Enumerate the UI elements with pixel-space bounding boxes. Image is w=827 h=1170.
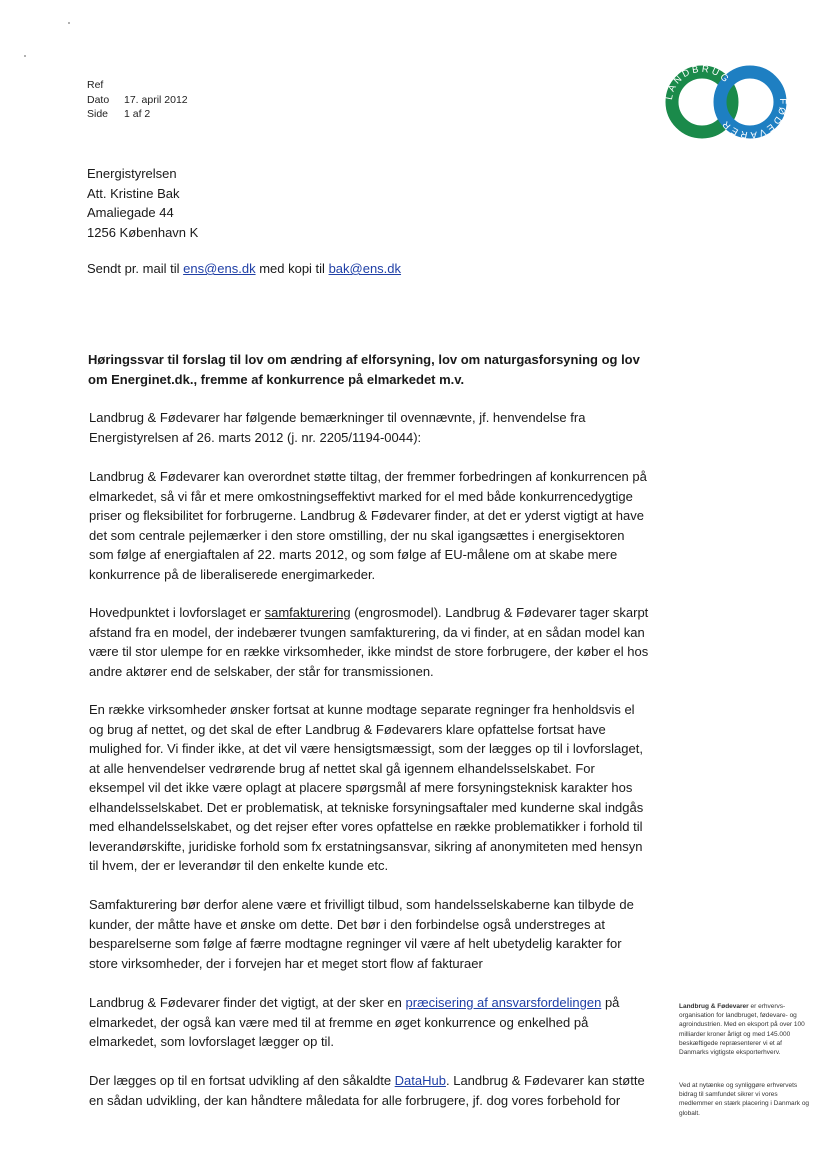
paragraph-text: (engrosmodel). Landbrug & Fødevarer tager skarpt afstand fra en model, der indebærer tvungen samfakturering, da vi finder, at en sådan model kan være til stor ulempe for en række virksomheder, ikke mindst de store forbrugere, der køber el hos andre aktører end de selskaber, der står for transmissionen.	[89, 605, 649, 679]
body-paragraph: Landbrug & Fødevarer kan overordnet støtte tiltag, der fremmer forbedringen af konkurrencen på elmarkedet, så vi får et mere omkostningseffektivt marked for el med både konkurrencedygtige priser og fleksibilitet for forbrugerne. Landbrug & Fødevarer finder, at det er yderst vigtigt at have det som centrale pejlemærker i den store omstilling, der nu skal igangsættes i energisektoren som følge af energiaftalen af 22. marts 2012, og som følge af EU-målene om at skabe mere konkurrence på de liberaliserede energimarkeder.	[89, 469, 647, 582]
underlined-term: DataHub	[394, 1073, 446, 1088]
paragraph-text: på elmarkedet, der også kan være med til at fremme en øget konkurrence og enkelhed på elmarkedet, som lovforslaget lægger op til.	[89, 995, 620, 1049]
sent-prefix: Sendt pr. mail til	[87, 261, 184, 276]
sent-by-mail-line	[87, 261, 401, 276]
body-paragraph: Samfakturering bør derfor alene være et frivilligt tilbud, som handelsselskaberne kan tilbyde de kunder, der måtte have et ønske om dette. Det bør i den forbindelse også understreges at besparelserne som følge af færre modtagne regninger vil være af helt ubetydelig karakter for store virksomheder, der i forvejen har et meget stort flow af fakturaer	[89, 897, 634, 971]
paragraph-text: Der lægges op til en fortsat udvikling af den såkaldte	[89, 1073, 395, 1088]
email-link-ens[interactable]: ens@ens.dk	[183, 261, 256, 276]
body-paragraph	[89, 603, 651, 681]
scan-speck	[68, 22, 70, 24]
scan-speck	[24, 55, 26, 57]
sidebar-text: er erhvervs-organisation for landbruget, fødevare- og agroindustrien. Med en eksport på over 100 milliarder kroner årligt og med 145.000 beskæftigede repræsenterer vi et af Danmarks vigtigste eksporterhverv.	[679, 1003, 805, 1057]
underlined-term: præcisering af ansvarsfordelingen	[405, 995, 602, 1010]
reference-block	[87, 78, 188, 122]
body-paragraph: Landbrug & Fødevarer har følgende bemærkninger til ovennævnte, jf. henvendelse fra Energistyrelsen af 26. marts 2012 (j. nr. 2205/1194-0044):	[89, 410, 586, 445]
address-line: 1256 København K	[87, 224, 199, 240]
page-label: Side	[87, 108, 109, 120]
address-line: Att. Kristine Bak	[87, 185, 180, 201]
body-paragraph: En række virksomheder ønsker fortsat at kunne modtage separate regninger fra henholdsvis el og brug af nettet, og det skal de efter Landbrug & Fødevarers klare opfattelse fortsat have mulighed for. Vi finder ikke, at det vil være hensigtsmæssigt, som der lægges op til i lovforslaget, at alle henvendelser vedrørende brug af nettet skal gå igennem elhandelsselskabet. For eksempel vil det ikke være oplagt at placere spørgsmål af mere forsyningsteknisk karakter hos elhandelsselskabet. Det er problematisk, at tekniske forsyningsaftaler med kunderne skal indgås med elhandelsselskabet, og det rejser efter vores opfattelse en række problematikker i forhold til leverandørskifte, juridiske forhold som fx erstatningsansvar, sikring af anonymiteten med hensyn til hvem, der er leverandør til den enkelte kunde etc.	[89, 702, 644, 873]
sidebar-org-name: Landbrug & Fødevarer	[679, 1003, 749, 1010]
underlined-term: samfakturering	[264, 605, 351, 620]
logo-left-text: LANDBRUG	[664, 64, 733, 101]
page-value: 1 af 2	[124, 108, 151, 120]
sidebar-organisation-text	[679, 1002, 813, 1057]
paragraph-text: Landbrug & Fødevarer finder det vigtigt, at der sker en	[89, 995, 406, 1010]
letter-subject: Høringssvar til forslag til lov om ændring af elforsyning, lov om naturgasforsyning og lov om Energinet.dk., fremme af konkurrence på elmarkedet m.v.	[88, 352, 640, 387]
email-link-bak[interactable]: bak@ens.dk	[328, 261, 402, 276]
recipient-address	[87, 164, 198, 242]
logo-right-text: FØDEVARER	[718, 98, 788, 140]
date-label: Dato	[87, 93, 110, 106]
body-paragraph	[89, 1071, 651, 1110]
ref-label: Ref	[87, 79, 104, 91]
paragraph-text: Hovedpunktet i lovforslaget er	[89, 605, 265, 620]
address-line: Amaliegade 44	[87, 205, 174, 220]
body-paragraph	[89, 993, 651, 1052]
sidebar-mission-text: Ved at nytænke og synliggøre erhvervets bidrag til samfundet sikrer vi vores medlemmer en stærk placering i Danmark og globalt.	[679, 1082, 810, 1117]
date-value: 17. april 2012	[124, 93, 188, 106]
paragraph-text: . Landbrug & Fødevarer kan støtte en sådan udvikling, der kan håndtere måledata for alle forbrugere, jf. dog vores forbehold for	[89, 1073, 645, 1108]
address-line: Energistyrelsen	[87, 166, 177, 181]
landbrug-foedevarer-logo	[664, 64, 788, 140]
sent-middle: med kopi til	[255, 261, 329, 276]
